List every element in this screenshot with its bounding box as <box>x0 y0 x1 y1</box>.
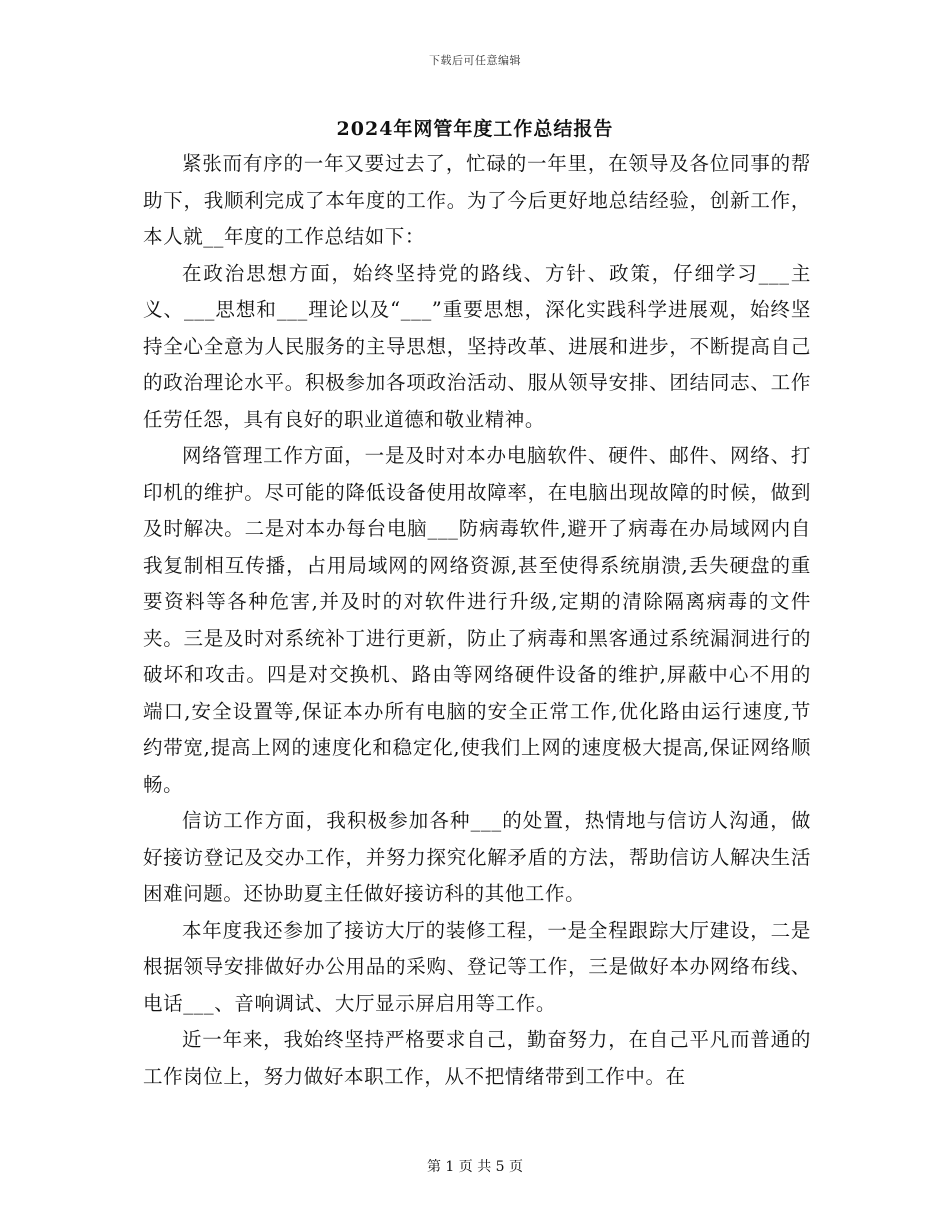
document-body <box>143 146 811 1095</box>
paragraph-petition: 信访工作方面，我积极参加各种___的处置，热情地与信访人沟通，做好接访登记及交办工作，并努力探究化解矛盾的方法，帮助信访人解决生活困难问题。还协助夏主任做好接访科的其他工作。 <box>143 809 811 905</box>
paragraph-network: 网络管理工作方面，一是及时对本办电脑软件、硬件、邮件、网络、打印机的维护。尽可能的降低设备使用故障率，在电脑出现故障的时候，做到及时解决。二是对本办每台电脑___防病毒软件,避开了病毒在办局域网内自我复制相互传播，占用局域网的网络资源,甚至使得系统崩溃,丢失硬盘的重要资料等各种危害,并及时的对软件进行升级,定期的清除隔离病毒的文件夹。三是及时对系统补丁进行更新，防止了病毒和黑客通过系统漏洞进行的破坏和攻击。四是对交换机、路由等网络硬件设备的维护,屏蔽中心不用的端口,安全设置等,保证本办所有电脑的安全正常工作,优化路由运行速度,节约带宽,提高上网的速度化和稳定化,使我们上网的速度极大提高,保证网络顺畅。 <box>143 444 811 796</box>
paragraph-self-discipline: 近一年来，我始终坚持严格要求自己，勤奋努力，在自己平凡而普通的工作岗位上，努力做好本职工作，从不把情绪带到工作中。在 <box>143 1028 811 1088</box>
page-number: 第 1 页 共 5 页 <box>426 1159 524 1175</box>
paragraph-political: 在政治思想方面，始终坚持党的路线、方针、政策，仔细学习___主义、___思想和___理论以及“___”重要思想，深化实践科学进展观，始终坚持全心全意为人民服务的主导思想，坚持改革、进展和进步，不断提高自己的政治理论水平。积极参加各项政治活动、服从领导安排、团结同志、工作任劳任怨，具有良好的职业道德和敬业精神。 <box>143 261 811 431</box>
paragraph-renovation: 本年度我还参加了接访大厅的装修工程，一是全程跟踪大厅建设，二是根据领导安排做好办公用品的采购、登记等工作，三是做好本办网络布线、电话___、音响调试、大厅显示屏启用等工作。 <box>143 918 811 1015</box>
document-title: 2024年网管年度工作总结报告 <box>336 118 614 140</box>
paragraph-intro: 紧张而有序的一年又要过去了，忙碌的一年里，在领导及各位同事的帮助下，我顺利完成了本年度的工作。为了今后更好地总结经验，创新工作，本人就__年度的工作总结如下： <box>143 152 811 248</box>
page-header-note: 下载后可任意编辑 <box>429 54 521 67</box>
